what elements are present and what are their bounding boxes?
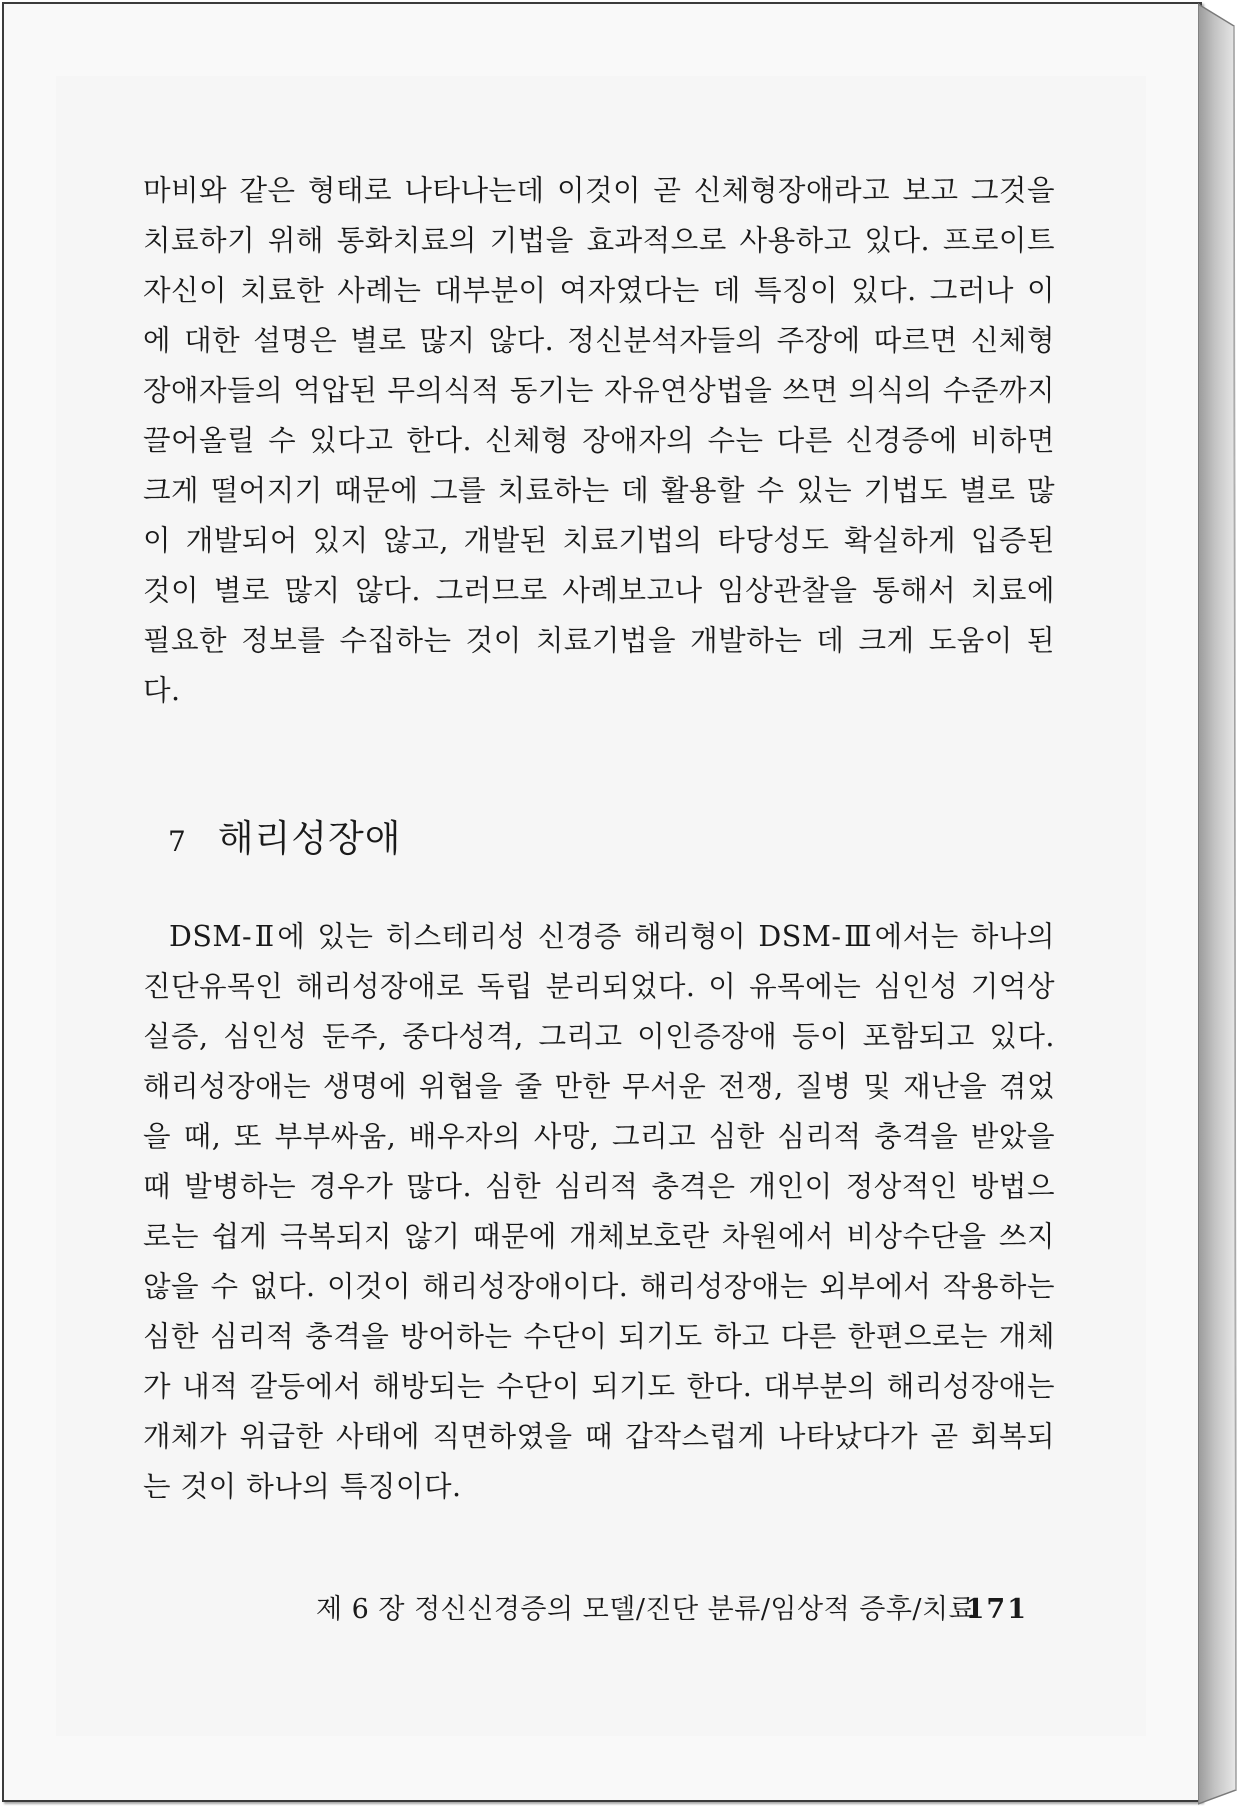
running-head: 제 6 장 정신신경증의 모델/진단 분류/임상적 증후/치료 bbox=[316, 1594, 976, 1625]
text-line: 크게 떨어지기 때문에 그를 치료하는 데 활용할 수 있는 기법도 별로 많 bbox=[143, 474, 1055, 507]
text-line: 에 대한 설명은 별로 많지 않다. 정신분석자들의 주장에 따르면 신체형 bbox=[143, 324, 1055, 357]
section-heading bbox=[168, 808, 402, 862]
text-line: 치료하기 위해 통화치료의 기법을 효과적으로 사용하고 있다. 프로이트 bbox=[143, 224, 1055, 257]
text-line: 을 때, 또 부부싸움, 배우자의 사망, 그리고 심한 심리적 충격을 받았을 bbox=[143, 1120, 1055, 1153]
text-line: 않을 수 없다. 이것이 해리성장애이다. 해리성장애는 외부에서 작용하는 bbox=[143, 1270, 1055, 1303]
text-line: 장애자들의 억압된 무의식적 동기는 자유연상법을 쓰면 의식의 수준까지 bbox=[143, 374, 1055, 407]
text-line: 때 발병하는 경우가 많다. 심한 심리적 충격은 개인이 정상적인 방법으 bbox=[143, 1170, 1055, 1203]
body-paragraph-1 bbox=[143, 166, 1055, 716]
text-line: 로는 쉽게 극복되지 않기 때문에 개체보호란 차원에서 비상수단을 쓰지 bbox=[143, 1220, 1055, 1253]
text-line: 가 내적 갈등에서 해방되는 수단이 되기도 한다. 대부분의 해리성장애는 bbox=[143, 1370, 1055, 1403]
text-line: 개체가 위급한 사태에 직면하였을 때 갑작스럽게 나타났다가 곧 회복되 bbox=[143, 1420, 1055, 1453]
text-line: DSM-Ⅱ에 있는 히스테리성 신경증 해리형이 DSM-Ⅲ에서는 하나의 bbox=[169, 920, 1055, 953]
text-line: 이 개발되어 있지 않고, 개발된 치료기법의 타당성도 확실하게 입증된 bbox=[143, 524, 1055, 557]
text-line: 해리성장애는 생명에 위협을 줄 만한 무서운 전쟁, 질병 및 재난을 겪었 bbox=[143, 1070, 1055, 1103]
page-number: 171 bbox=[965, 1594, 1028, 1625]
text-line: 마비와 같은 형태로 나타나는데 이것이 곧 신체형장애라고 보고 그것을 bbox=[143, 174, 1055, 207]
text-line: 자신이 치료한 사례는 대부분이 여자였다는 데 특징이 있다. 그러나 이 bbox=[143, 274, 1055, 307]
text-line: 끌어올릴 수 있다고 한다. 신체형 장애자의 수는 다른 신경증에 비하면 bbox=[143, 424, 1055, 457]
page-footer bbox=[316, 1588, 1028, 1632]
text-line: 다. bbox=[143, 674, 181, 707]
body-paragraph-2 bbox=[143, 912, 1055, 1512]
text-line: 진단유목인 해리성장애로 독립 분리되었다. 이 유목에는 심인성 기억상 bbox=[143, 970, 1055, 1003]
text-line: 실증, 심인성 둔주, 중다성격, 그리고 이인증장애 등이 포함되고 있다. bbox=[143, 1020, 1055, 1053]
text-line: 심한 심리적 충격을 방어하는 수단이 되기도 하고 다른 한편으로는 개체 bbox=[143, 1320, 1055, 1353]
section-title: 해리성장애 bbox=[217, 817, 402, 860]
text-line: 필요한 정보를 수집하는 것이 치료기법을 개발하는 데 크게 도움이 된 bbox=[143, 624, 1055, 657]
section-number: 7 bbox=[168, 825, 186, 858]
page-edge-shadow bbox=[1198, 0, 1260, 1806]
text-line: 것이 별로 많지 않다. 그러므로 사례보고나 임상관찰을 통해서 치료에 bbox=[143, 574, 1055, 607]
text-line: 는 것이 하나의 특징이다. bbox=[143, 1470, 462, 1503]
